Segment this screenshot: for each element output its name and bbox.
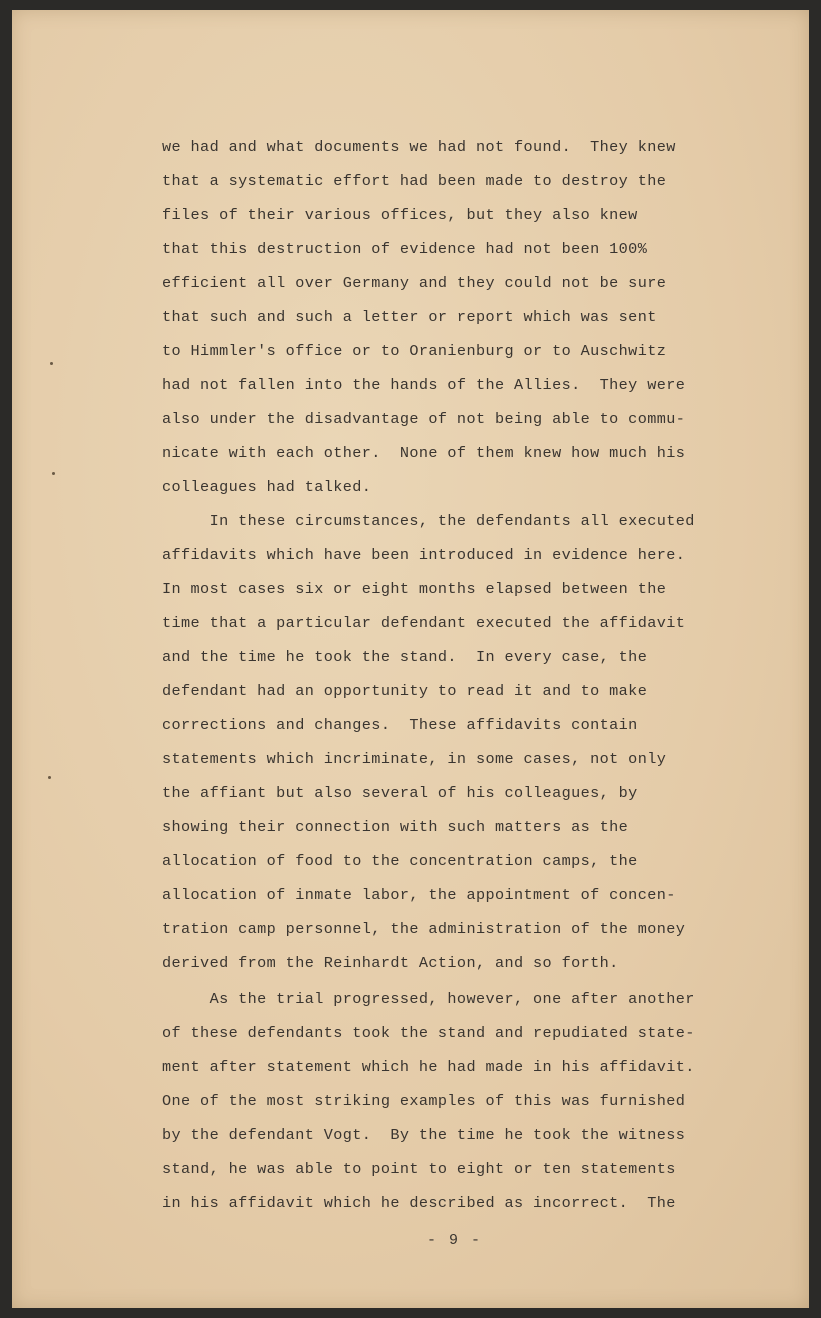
text-line: stand, he was able to point to eight or ten statements bbox=[162, 1160, 676, 1178]
page-number: - 9 - bbox=[427, 1232, 483, 1249]
text-line: statements which incriminate, in some cases, not only bbox=[162, 750, 667, 768]
text-line: by the defendant Vogt. By the time he took the witness bbox=[162, 1126, 686, 1144]
text-line: files of their various offices, but they also knew bbox=[162, 206, 638, 224]
text-line: nicate with each other. None of them knew how much his bbox=[162, 444, 686, 462]
text-line: of these defendants took the stand and repudiated state- bbox=[162, 1024, 695, 1042]
text-line: we had and what documents we had not found. They knew bbox=[162, 138, 676, 156]
document-page bbox=[12, 10, 809, 1308]
text-line: defendant had an opportunity to read it and to make bbox=[162, 682, 648, 700]
text-line: showing their connection with such matters as the bbox=[162, 818, 629, 836]
text-line: that a systematic effort had been made to destroy the bbox=[162, 172, 667, 190]
text-line: allocation of inmate labor, the appointment of concen- bbox=[162, 886, 676, 904]
text-line: also under the disadvantage of not being able to commu- bbox=[162, 410, 686, 428]
text-line: derived from the Reinhardt Action, and so forth. bbox=[162, 954, 619, 972]
text-line: efficient all over Germany and they could not be sure bbox=[162, 274, 667, 292]
text-line: to Himmler's office or to Oranienburg or to Auschwitz bbox=[162, 342, 667, 360]
text-line: colleagues had talked. bbox=[162, 478, 372, 496]
text-line: that such and such a letter or report which was sent bbox=[162, 308, 657, 326]
paper-speck bbox=[48, 776, 51, 779]
text-line: in his affidavit which he described as incorrect. The bbox=[162, 1194, 676, 1212]
text-line: One of the most striking examples of this was furnished bbox=[162, 1092, 686, 1110]
text-line: and the time he took the stand. In every case, the bbox=[162, 648, 648, 666]
text-line: tration camp personnel, the administration of the money bbox=[162, 920, 686, 938]
text-line: corrections and changes. These affidavits contain bbox=[162, 716, 638, 734]
text-line: time that a particular defendant executed the affidavit bbox=[162, 614, 686, 632]
text-line: that this destruction of evidence had not been 100% bbox=[162, 240, 648, 258]
paper-speck bbox=[50, 362, 53, 365]
text-line: allocation of food to the concentration camps, the bbox=[162, 852, 638, 870]
text-line: the affiant but also several of his colleagues, by bbox=[162, 784, 638, 802]
text-line: In most cases six or eight months elapsed between the bbox=[162, 580, 667, 598]
text-line: had not fallen into the hands of the Allies. They were bbox=[162, 376, 686, 394]
paper-speck bbox=[52, 472, 55, 475]
text-line: In these circumstances, the defendants all executed bbox=[162, 512, 695, 530]
text-line: affidavits which have been introduced in evidence here. bbox=[162, 546, 686, 564]
text-line: As the trial progressed, however, one after another bbox=[162, 990, 695, 1008]
text-line: ment after statement which he had made in his affidavit. bbox=[162, 1058, 695, 1076]
